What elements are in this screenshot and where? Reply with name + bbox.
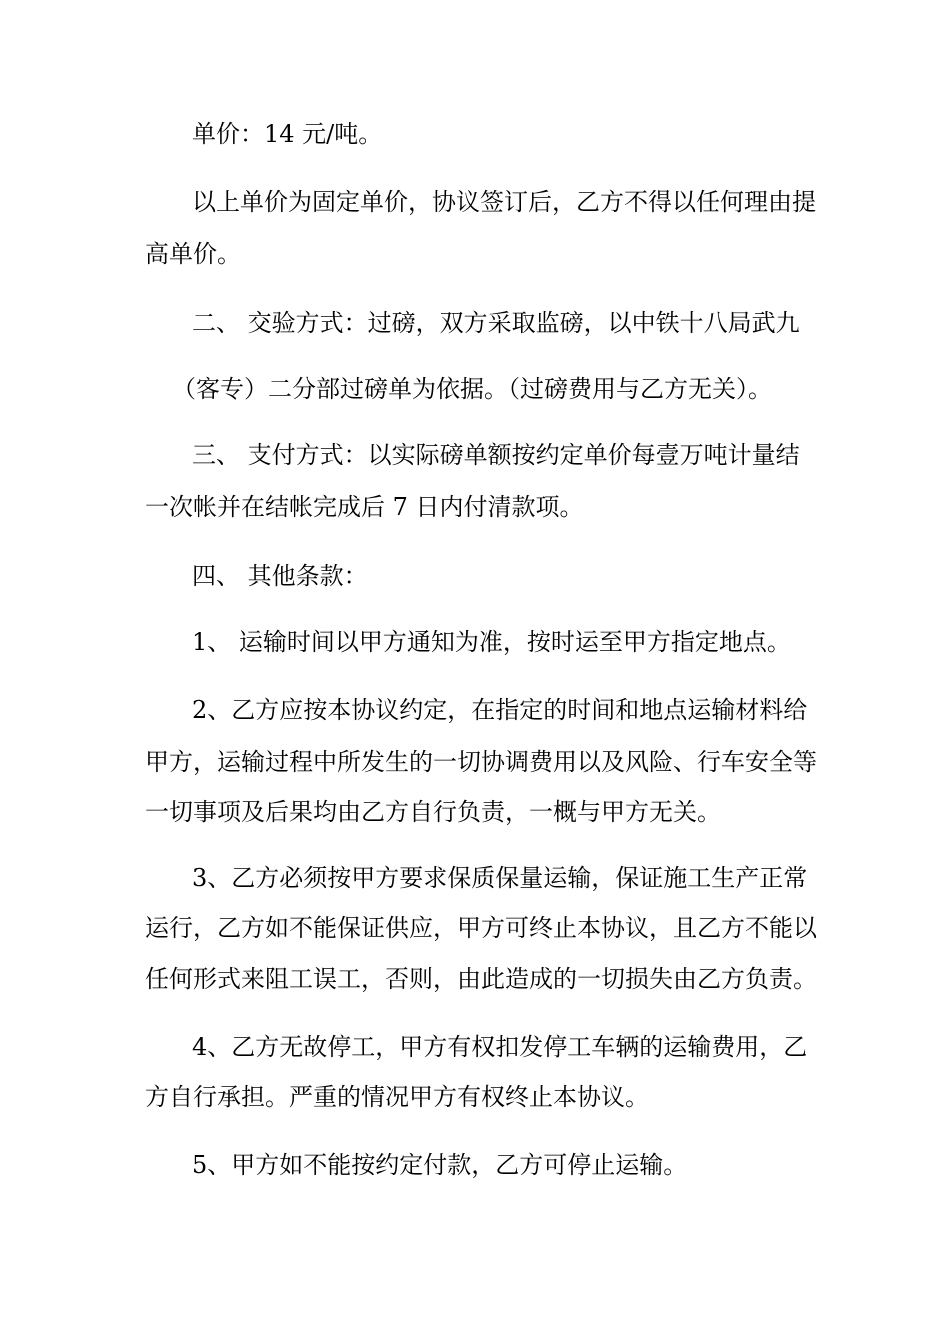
text-line-section-two: 二、 交验方式：过磅，双方采取监磅，以中铁十八局武九 — [192, 309, 800, 337]
text-line-clause-3-cont-1: 运行，乙方如不能保证供应，甲方可终止本协议，且乙方不能以 — [145, 914, 817, 942]
text-line-section-three-cont: 一次帐并在结帐完成后 7 日内付清款项。 — [145, 493, 584, 521]
text-line-unit-price: 单价：14 元/吨。 — [192, 120, 383, 148]
text-line-clause-1: 1、 运输时间以甲方通知为准，按时运至甲方指定地点。 — [192, 628, 791, 656]
text-line-fixed-price-cont: 高单价。 — [145, 240, 241, 268]
text-line-section-two-cont: （客专）二分部过磅单为依据。（过磅费用与乙方无关）。 — [172, 375, 772, 403]
text-line-clause-3-cont-2: 任何形式来阻工误工，否则，由此造成的一切损失由乙方负责。 — [145, 965, 817, 993]
text-line-clause-4: 4、乙方无故停工，甲方有权扣发停工车辆的运输费用，乙 — [192, 1033, 808, 1061]
text-line-clause-2-cont-2: 一切事项及后果均由乙方自行负责，一概与甲方无关。 — [145, 798, 721, 826]
text-line-clause-5: 5、甲方如不能按约定付款，乙方可停止运输。 — [192, 1151, 688, 1179]
text-line-fixed-price: 以上单价为固定单价，协议签订后，乙方不得以任何理由提 — [192, 188, 816, 216]
text-line-clause-3: 3、乙方必须按甲方要求保质保量运输，保证施工生产正常 — [192, 864, 808, 892]
text-line-clause-4-cont: 方自行承担。严重的情况甲方有权终止本协议。 — [145, 1083, 649, 1111]
text-line-clause-2: 2、乙方应按本协议约定，在指定的时间和地点运输材料给 — [192, 696, 808, 724]
text-line-section-four: 四、 其他条款： — [192, 562, 368, 590]
text-line-section-three: 三、 支付方式：以实际磅单额按约定单价每壹万吨计量结 — [192, 441, 800, 469]
text-line-clause-2-cont-1: 甲方，运输过程中所发生的一切协调费用以及风险、行车安全等 — [145, 748, 817, 776]
